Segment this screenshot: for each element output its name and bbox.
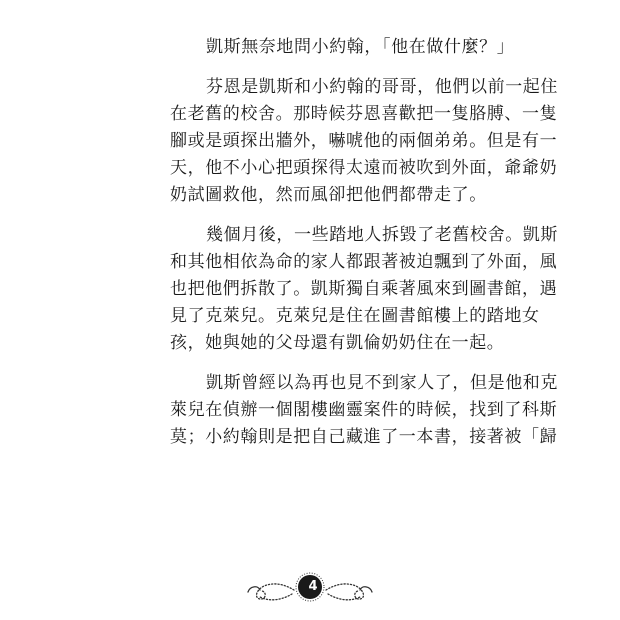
paragraph-3-line-4: 見了克萊兒。克萊兒是住在圖書館樓上的踏地女 bbox=[170, 306, 540, 326]
paragraph-3-line-5: 孩，她與她的父母還有凱倫奶奶住在一起。 bbox=[170, 333, 505, 353]
paragraph-2-line-3: 腳或是頭探出牆外，嚇唬他的兩個弟弟。但是有一 bbox=[170, 131, 558, 151]
paragraph-3-line-3: 也把他們拆散了。凱斯獨自乘著風來到圖書館，遇 bbox=[170, 279, 558, 299]
paragraph-2-line-1: 芬恩是凱斯和小約翰的哥哥，他們以前一起住 bbox=[206, 77, 558, 97]
paragraph-4-line-1: 凱斯曾經以為再也見不到家人了，但是他和克 bbox=[206, 373, 558, 393]
paragraph-1-line-1: 凱斯無奈地問小約翰，「他在做什麼？」 bbox=[206, 37, 515, 57]
paragraph-2-line-4: 天，他不小心把頭探得太遠而被吹到外面，爺爺奶 bbox=[170, 158, 558, 178]
body-text bbox=[170, 34, 558, 451]
paragraph-4-line-3: 莫；小約翰則是把自己藏進了一本書，接著被「歸 bbox=[170, 427, 558, 447]
paragraph-3-line-1: 幾個月後，一些踏地人拆毀了老舊校舍。凱斯 bbox=[206, 225, 558, 245]
paragraph-2-line-5: 奶試圖救他，然而風卻把他們都帶走了。 bbox=[170, 185, 487, 205]
page-number: 4 bbox=[308, 579, 318, 594]
paragraph-3-line-2: 和其他相依為命的家人都跟著被迫飄到了外面，風 bbox=[170, 252, 558, 272]
paragraph-4-line-2: 萊兒在偵辦一個閣樓幽靈案件的時候，找到了科斯 bbox=[170, 400, 558, 420]
paragraph-2-line-2: 在老舊的校舍。那時候芬恩喜歡把一隻胳膊、一隻 bbox=[170, 104, 558, 124]
